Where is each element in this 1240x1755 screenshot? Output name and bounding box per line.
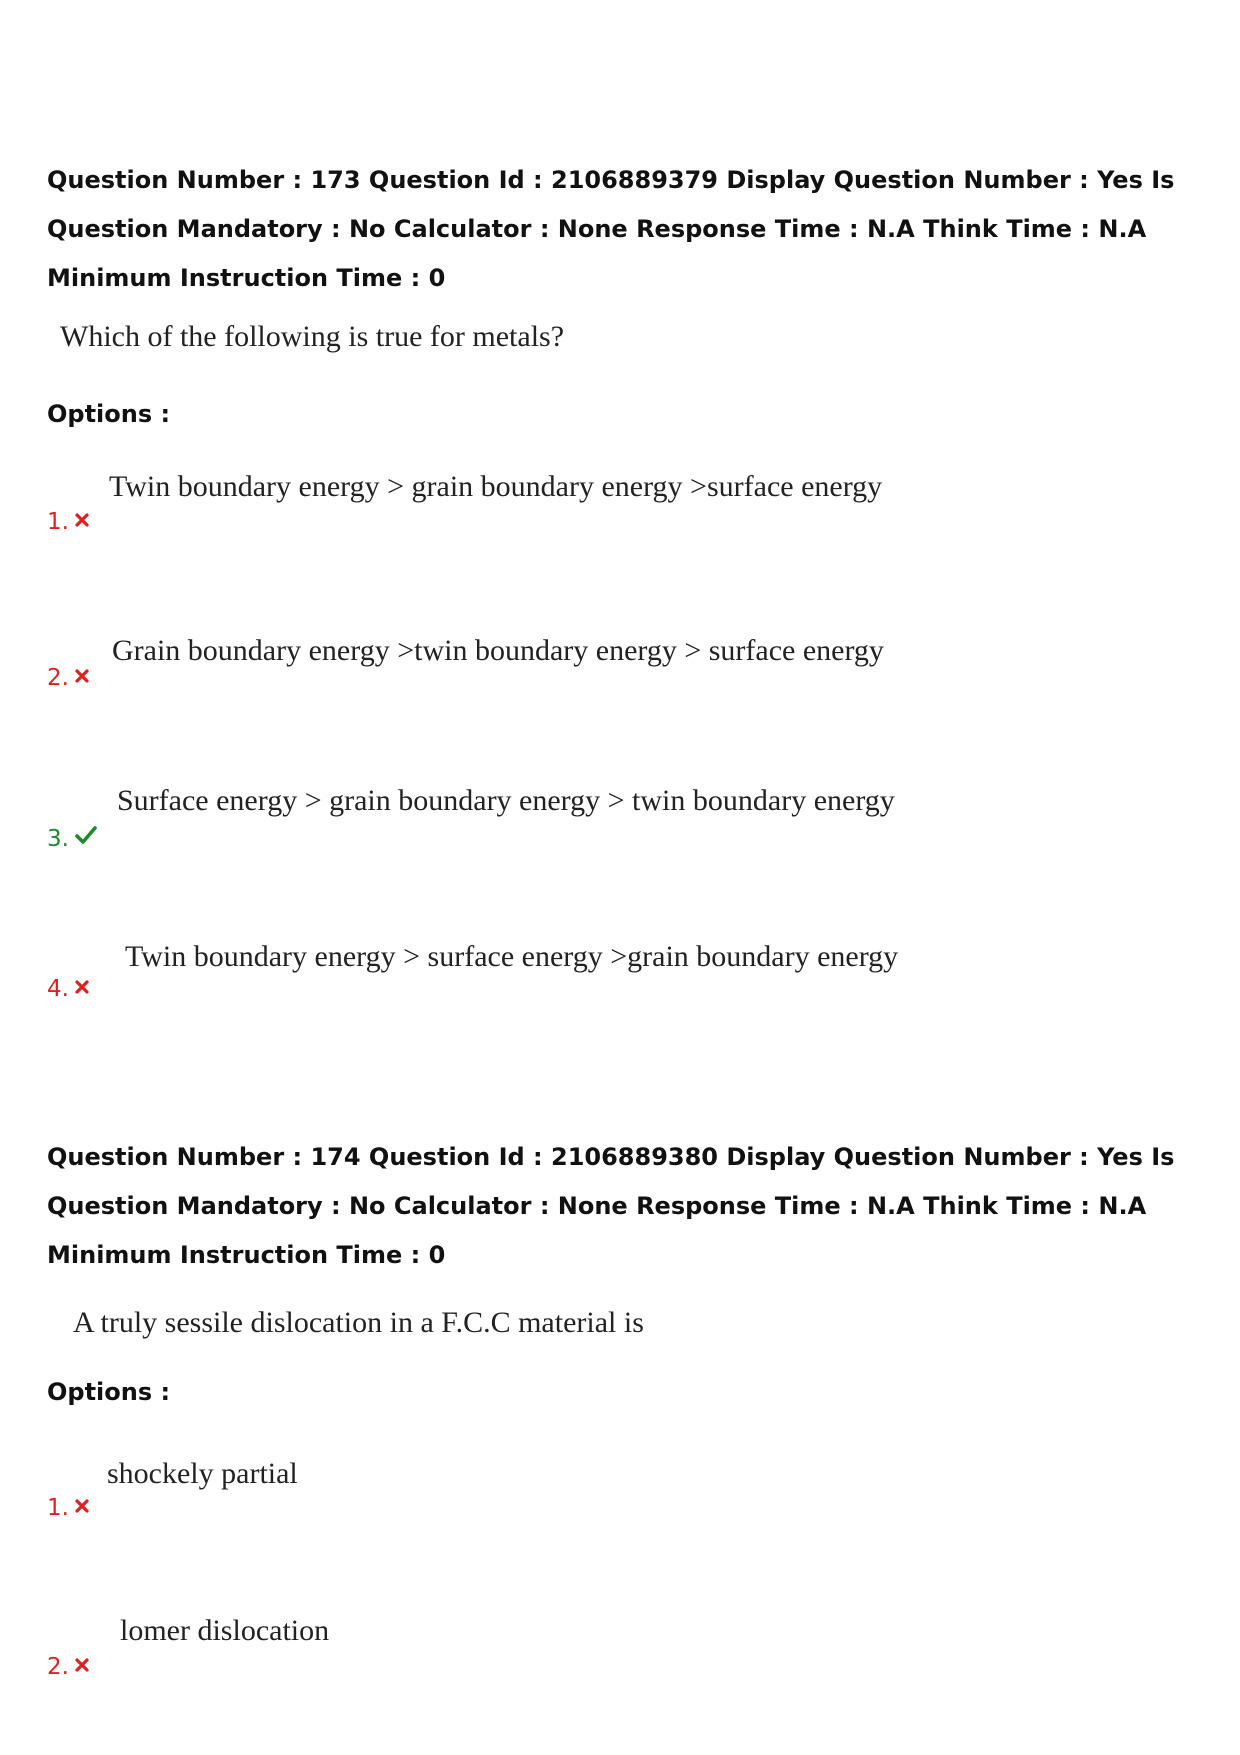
option-number-label: 2. [47, 665, 69, 691]
question-text: Which of the following is true for metals? [60, 320, 565, 353]
option-number-label: 1. [47, 1495, 69, 1521]
question-header: Question Number : 173 Question Id : 2106889379 Display Question Number : Yes Is Question Mandatory : No Calculator : None Response Time : N.A Think Time : N.A Minimum Instruction Time : 0 [47, 166, 1175, 292]
cross-icon [75, 1652, 89, 1678]
question-text: A truly sessile dislocation in a F.C.C material is [73, 1306, 644, 1339]
option-number [47, 1493, 89, 1521]
option-text: Twin boundary energy > grain boundary energy >surface energy [109, 470, 883, 503]
option-number [47, 824, 97, 852]
option-text: lomer dislocation [120, 1614, 330, 1647]
option-number [47, 663, 89, 691]
cross-icon [75, 507, 89, 533]
option-text: Surface energy > grain boundary energy > twin boundary energy [117, 784, 895, 817]
option-number [47, 974, 89, 1002]
options-label: Options : [47, 400, 171, 428]
check-icon [75, 824, 97, 850]
cross-icon [75, 1493, 89, 1519]
option-number [47, 507, 89, 535]
option-number-label: 4. [47, 976, 69, 1002]
cross-icon [75, 974, 89, 1000]
option-number-label: 2. [47, 1654, 69, 1680]
option-number-label: 3. [47, 826, 69, 852]
question-header: Question Number : 174 Question Id : 2106889380 Display Question Number : Yes Is Question Mandatory : No Calculator : None Response Time : N.A Think Time : N.A Minimum Instruction Time : 0 [47, 1143, 1175, 1269]
option-text: Twin boundary energy > surface energy >grain boundary energy [125, 940, 899, 973]
option-text: shockely partial [107, 1457, 298, 1490]
option-number-label: 1. [47, 509, 69, 535]
options-label: Options : [47, 1378, 171, 1406]
option-number [47, 1652, 89, 1680]
cross-icon [75, 663, 89, 689]
option-text: Grain boundary energy >twin boundary energy > surface energy [112, 634, 884, 667]
